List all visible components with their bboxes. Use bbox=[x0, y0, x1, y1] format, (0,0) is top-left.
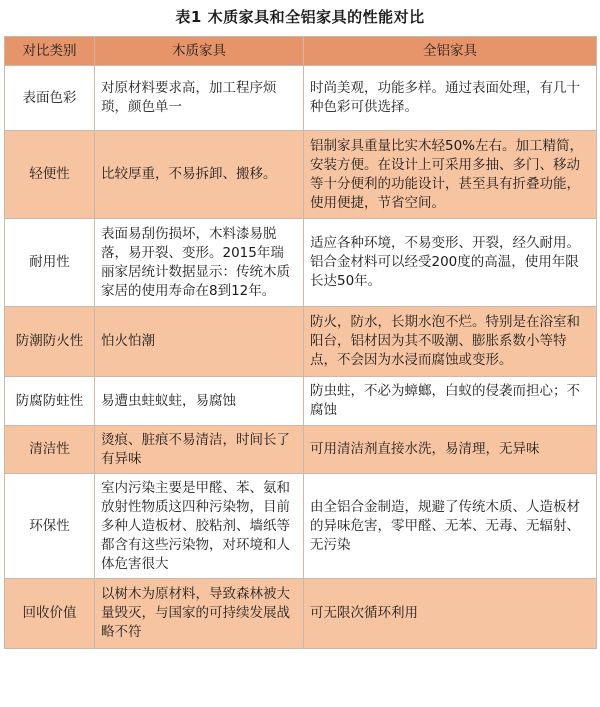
row-wood: 室内污染主要是甲醛、苯、氨和放射性物质这四种污染物，目前多种人造板材、胶粘剂、墙纸等都含有这些污染物，对环境和人体危害很大 bbox=[95, 474, 304, 579]
row-category: 回收价值 bbox=[5, 579, 95, 649]
row-category: 清洁性 bbox=[5, 426, 95, 474]
row-wood: 烫痕、脏痕不易清洁，时间长了有异味 bbox=[95, 426, 304, 474]
table-row bbox=[5, 219, 597, 307]
row-aluminum: 适应各种环境，不易变形、开裂，经久耐用。铝合金材料可以经受200度的高温，使用年限长达50年。 bbox=[304, 219, 597, 307]
row-wood: 比较厚重，不易拆卸、搬移。 bbox=[95, 131, 304, 219]
row-category: 表面色彩 bbox=[5, 66, 95, 131]
row-aluminum: 可用清洁剂直接水洗，易清理，无异味 bbox=[304, 426, 597, 474]
row-wood: 对原材料要求高，加工程序烦琐，颜色单一 bbox=[95, 66, 304, 131]
table-row bbox=[5, 474, 597, 579]
row-aluminum: 铝制家具重量比实木轻50%左右。加工精简，安装方便。在设计上可采用多抽、多门、移动等十分便利的功能设计，甚至具有折叠功能，使用便捷，节省空间。 bbox=[304, 131, 597, 219]
header-category: 对比类别 bbox=[5, 37, 95, 66]
row-aluminum: 防虫蛀，不必为蟑螂，白蚁的侵袭而担心；不腐蚀 bbox=[304, 377, 597, 426]
row-wood: 以树木为原材料，导致森林被大量毁灭，与国家的可持续发展战略不符 bbox=[95, 579, 304, 649]
table-row bbox=[5, 377, 597, 426]
row-aluminum: 时尚美观，功能多样。通过表面处理，有几十种色彩可供选择。 bbox=[304, 66, 597, 131]
row-category: 防潮防火性 bbox=[5, 307, 95, 377]
row-aluminum: 可无限次循环利用 bbox=[304, 579, 597, 649]
table-row bbox=[5, 66, 597, 131]
row-aluminum: 由全铝合金制造，规避了传统木质、人造板材的异味危害，零甲醛、无苯、无毒、无辐射、无污染 bbox=[304, 474, 597, 579]
row-category: 耐用性 bbox=[5, 219, 95, 307]
row-wood: 易遭虫蛀蚁蛀，易腐蚀 bbox=[95, 377, 304, 426]
row-category: 环保性 bbox=[5, 474, 95, 579]
header-row bbox=[5, 37, 597, 66]
table-title: 表1 木质家具和全铝家具的性能对比 bbox=[175, 8, 425, 26]
table-row bbox=[5, 307, 597, 377]
row-wood: 表面易刮伤损坏，木料漆易脱落，易开裂、变形。2015年瑞丽家居统计数据显示：传统木质家居的使用寿命在8到12年。 bbox=[95, 219, 304, 307]
header-wood: 木质家具 bbox=[95, 37, 304, 66]
comparison-table bbox=[4, 36, 597, 649]
table-row bbox=[5, 579, 597, 649]
row-category: 轻便性 bbox=[5, 131, 95, 219]
header-aluminum: 全铝家具 bbox=[304, 37, 597, 66]
table-row bbox=[5, 131, 597, 219]
row-aluminum: 防火，防水，长期水泡不烂。特别是在浴室和阳台，铝材因为其不吸潮、膨胀系数小等特点，不会因为水浸而腐蚀或变形。 bbox=[304, 307, 597, 377]
row-wood: 怕火怕潮 bbox=[95, 307, 304, 377]
row-category: 防腐防蛀性 bbox=[5, 377, 95, 426]
table-row bbox=[5, 426, 597, 474]
